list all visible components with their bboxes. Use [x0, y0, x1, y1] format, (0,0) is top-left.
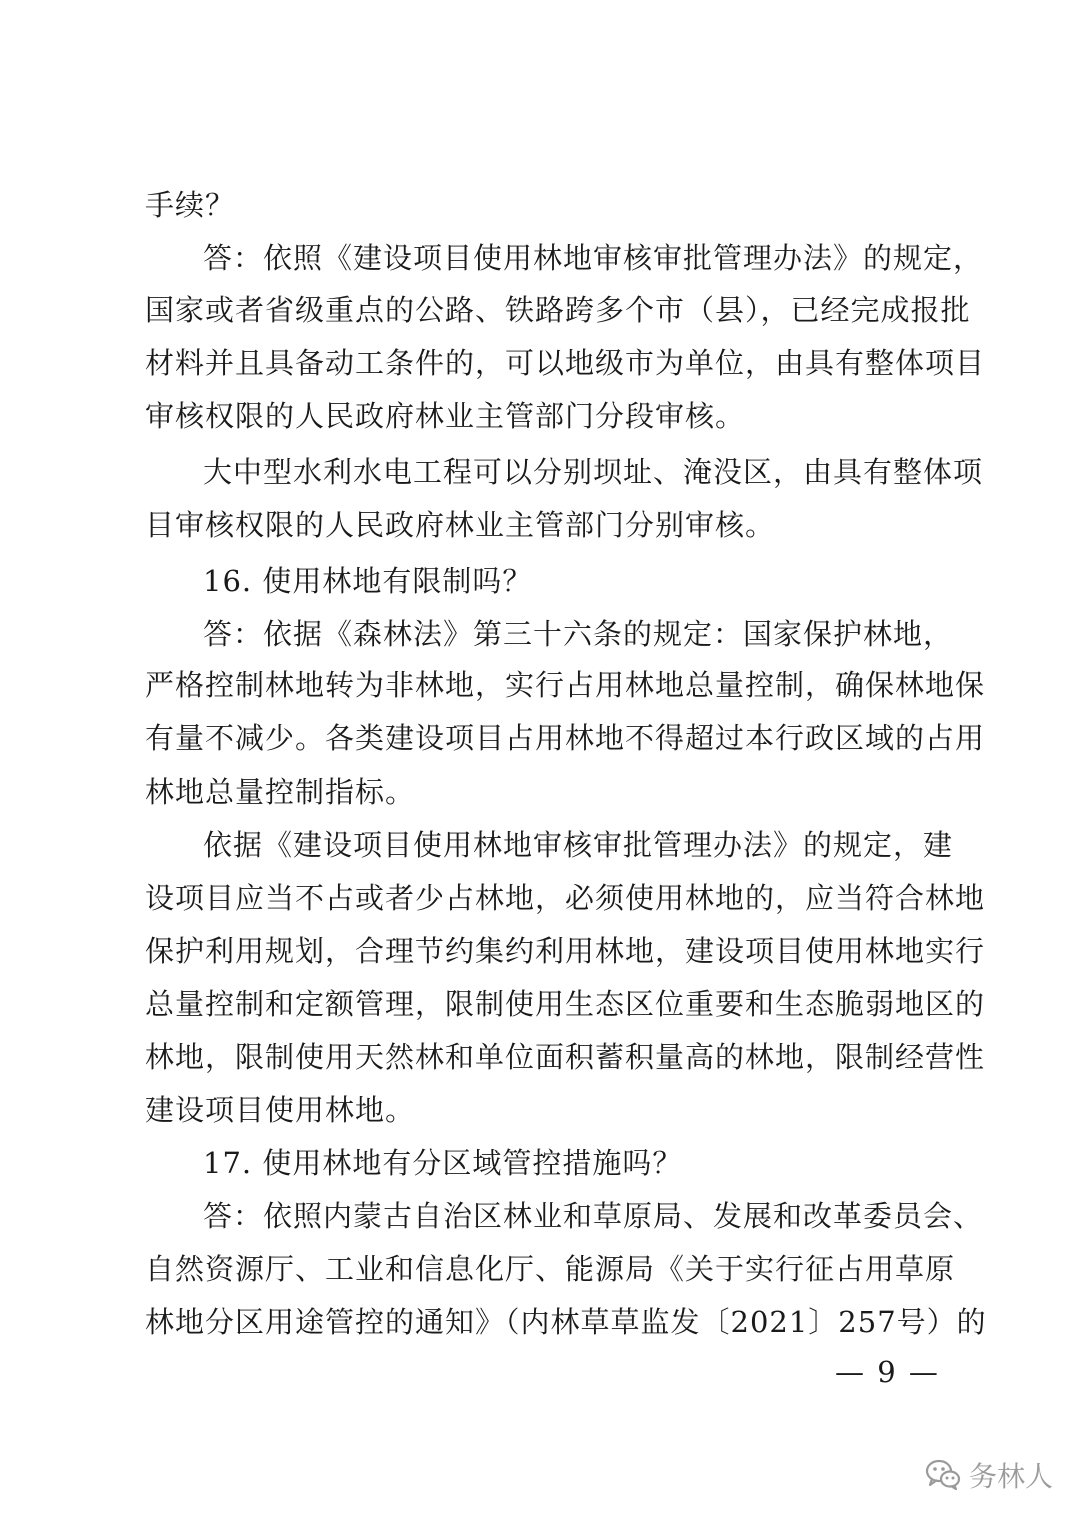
text-line: 严格控制林地转为非林地，实行占用林地总量控制，确保林地保 [145, 668, 986, 702]
text-line: 审核权限的人民政府林业主管部门分段审核。 [145, 399, 746, 433]
section-heading: 17. 使用林地有分区域管控措施吗？ [203, 1146, 683, 1180]
text-line: 材料并且具备动工条件的，可以地级市为单位，由具有整体项目 [145, 346, 986, 380]
text-line: 目审核权限的人民政府林业主管部门分别审核。 [145, 508, 776, 542]
watermark [925, 1455, 1053, 1495]
text-line: 林地总量控制指标。 [145, 775, 416, 809]
section-heading: 16. 使用林地有限制吗？ [203, 564, 533, 598]
text-line: 有量不减少。各类建设项目占用林地不得超过本行政区域的占用 [145, 721, 986, 755]
text-line: 手续？ [145, 188, 236, 222]
text-line: 国家或者省级重点的公路、铁路跨多个市（县），已经完成报批 [145, 293, 971, 327]
wechat-icon [925, 1459, 961, 1491]
text-line: 总量控制和定额管理，限制使用生态区位重要和生态脆弱地区的 [145, 987, 986, 1021]
text-line: 自然资源厅、工业和信息化厅、能源局《关于实行征占用草原 [145, 1252, 956, 1286]
watermark-text: 务林人 [969, 1460, 1054, 1493]
text-line: 设项目应当不占或者少占林地，必须使用林地的，应当符合林地 [145, 881, 986, 915]
text-line: 答：依照内蒙古自治区林业和草原局、发展和改革委员会、 [203, 1199, 984, 1233]
text-line: 保护利用规划，合理节约集约利用林地，建设项目使用林地实行 [145, 934, 986, 968]
text-line: 答：依据《森林法》第三十六条的规定：国家保护林地， [203, 617, 954, 651]
text-line: 林地分区用途管控的通知》（内林草草监发〔2021〕257号）的 [145, 1305, 987, 1339]
text-line: 建设项目使用林地。 [145, 1093, 416, 1127]
text-line: 依据《建设项目使用林地审核审批管理办法》的规定，建 [203, 828, 954, 862]
text-line: 答：依照《建设项目使用林地审核审批管理办法》的规定， [203, 241, 984, 275]
text-line: 大中型水利水电工程可以分别坝址、淹没区，由具有整体项 [203, 455, 984, 489]
text-line: 林地，限制使用天然林和单位面积蓄积量高的林地，限制经营性 [145, 1040, 986, 1074]
page-number: — 9 — [835, 1355, 940, 1389]
